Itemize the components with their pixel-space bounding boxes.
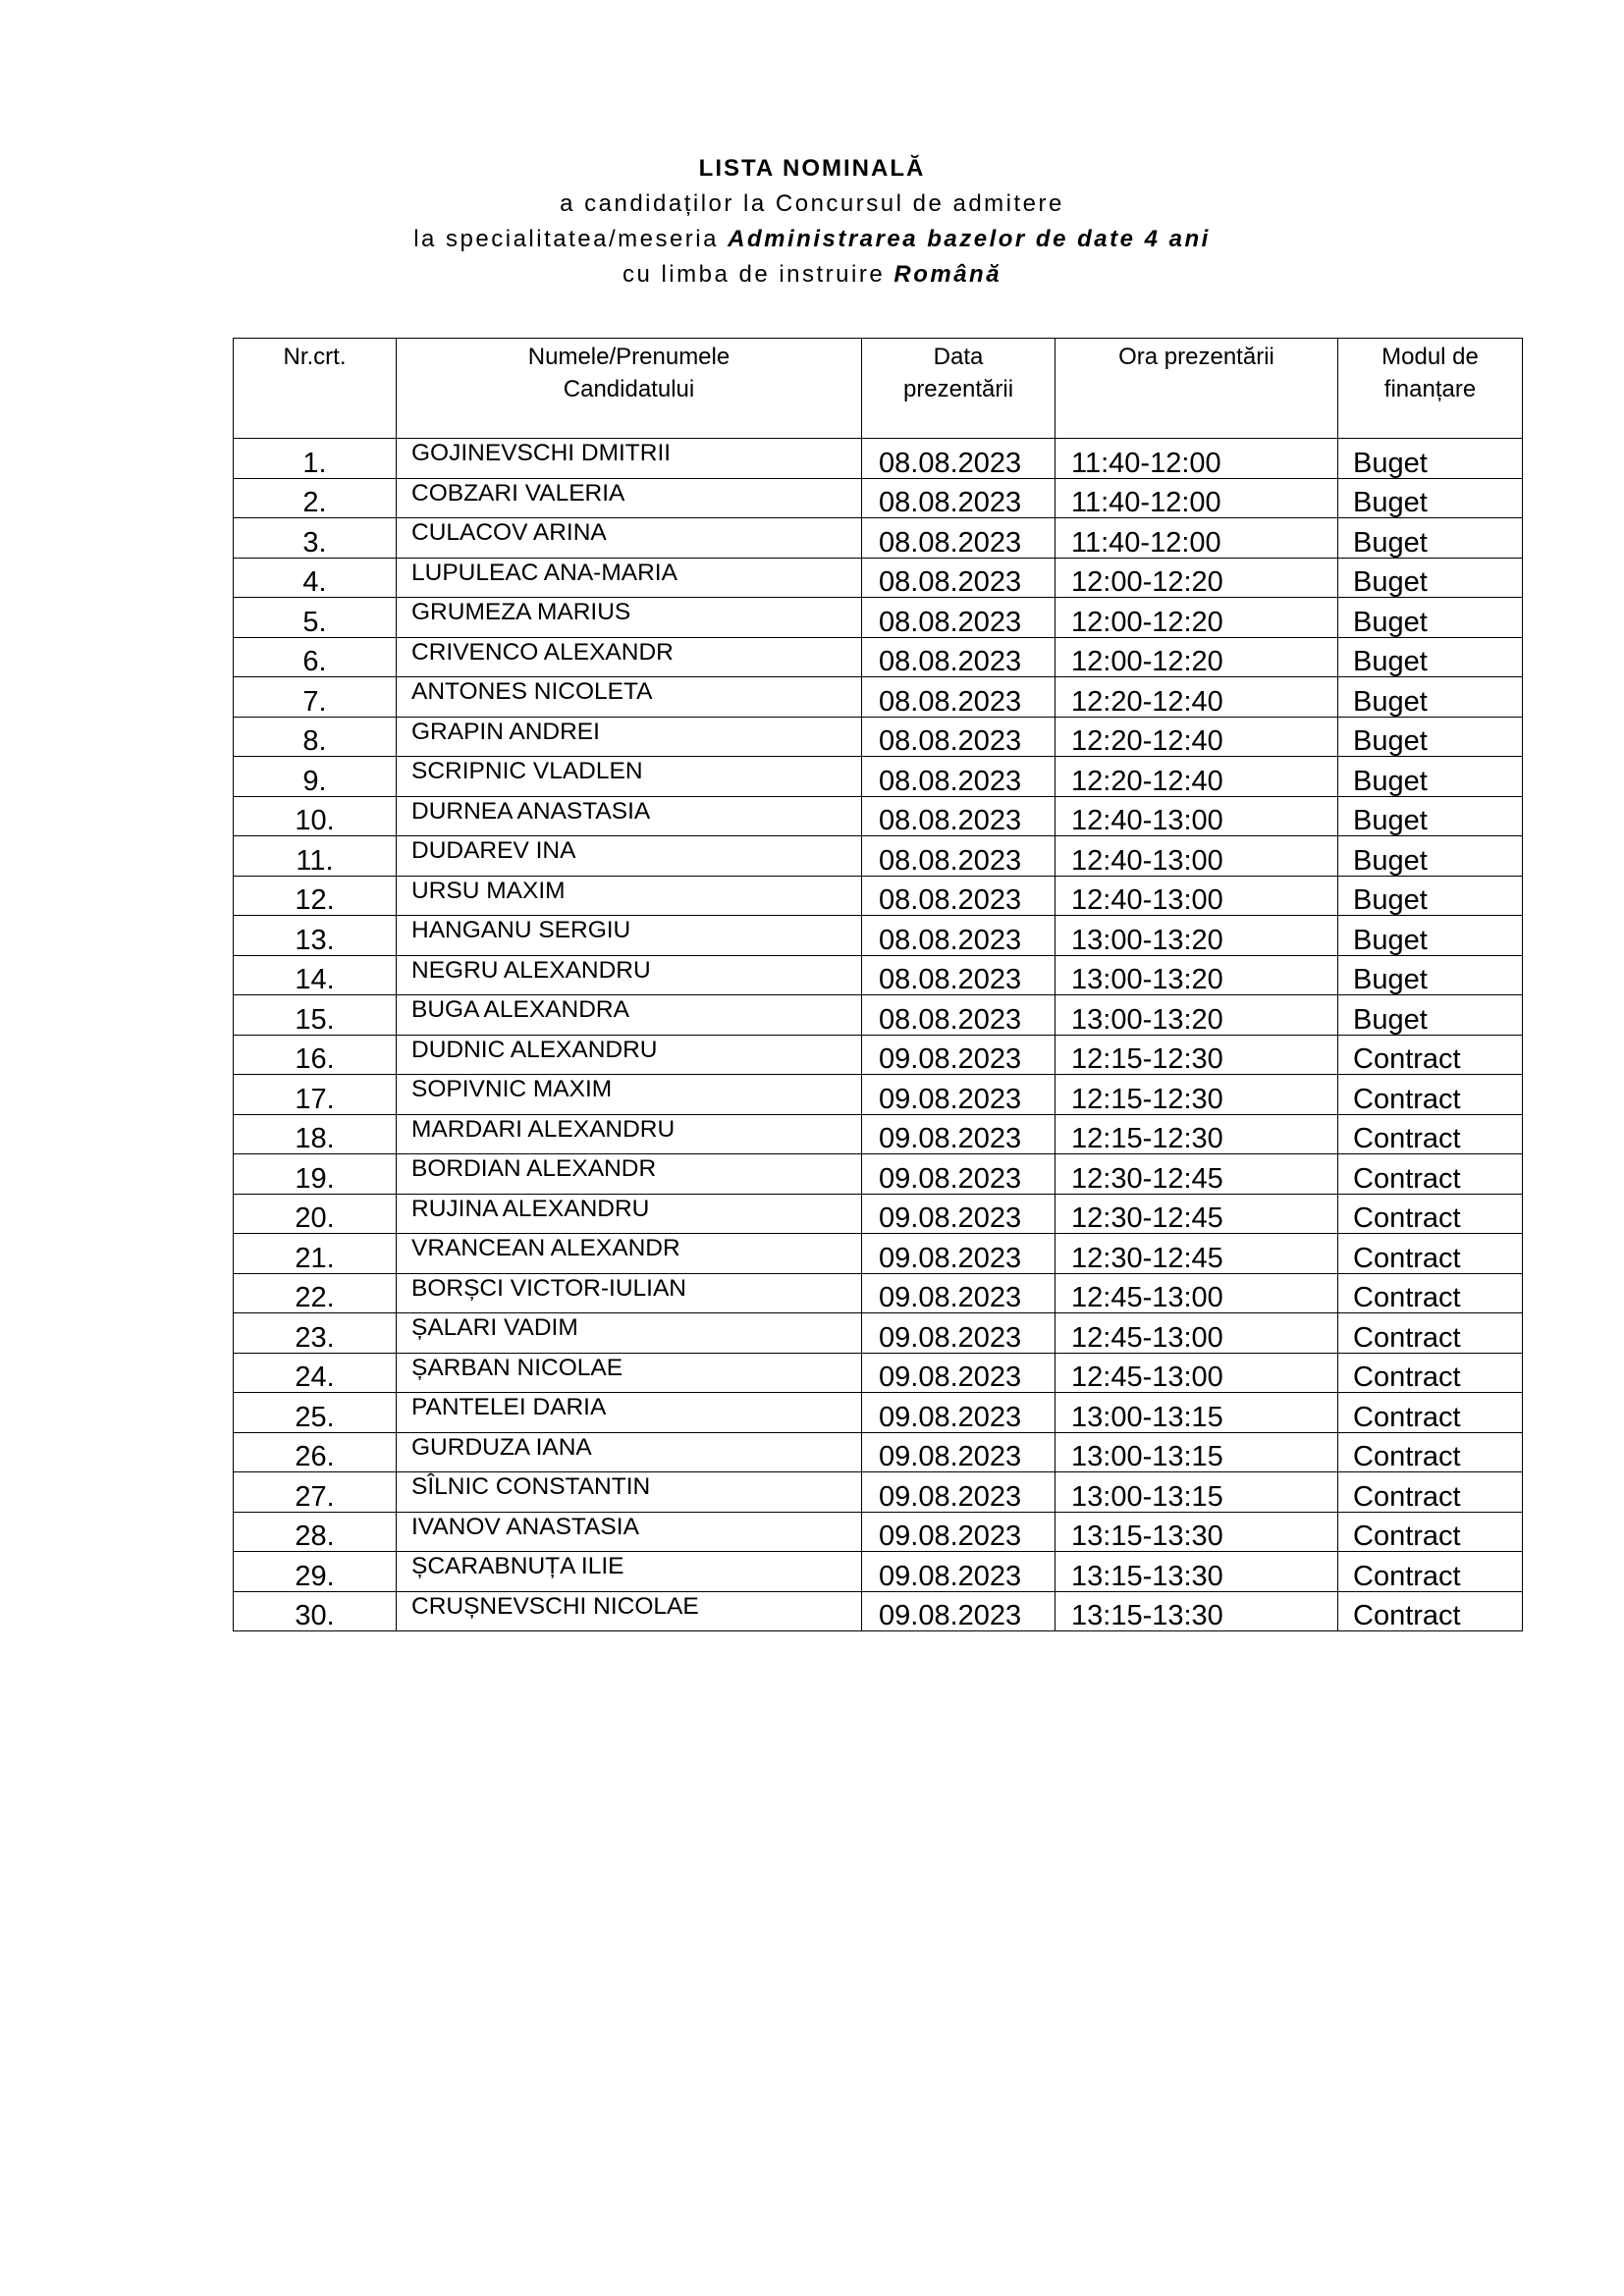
- table-row: [234, 1194, 1523, 1234]
- presentation-date: 08.08.2023: [862, 955, 1056, 995]
- presentation-time: 12:20-12:40: [1056, 757, 1338, 797]
- presentation-time: 12:40-13:00: [1056, 876, 1338, 916]
- funding-mode: Buget: [1338, 677, 1523, 718]
- table-row: [234, 637, 1523, 677]
- candidate-name: BORDIAN ALEXANDR: [397, 1154, 862, 1195]
- table-row: [234, 598, 1523, 638]
- presentation-date: 09.08.2023: [862, 1313, 1056, 1354]
- presentation-time: 12:40-13:00: [1056, 796, 1338, 836]
- row-number: 1.: [234, 439, 397, 479]
- funding-mode: Contract: [1338, 1472, 1523, 1513]
- table-row: [234, 995, 1523, 1036]
- candidate-name: DUDNIC ALEXANDRU: [397, 1035, 862, 1075]
- subtitle-language: [0, 257, 1624, 293]
- candidate-name: MARDARI ALEXANDRU: [397, 1114, 862, 1154]
- presentation-date: 08.08.2023: [862, 796, 1056, 836]
- candidates-table: [233, 338, 1523, 1631]
- header-name: Numele/Prenumele Candidatului: [397, 339, 862, 439]
- presentation-time: 13:00-13:15: [1056, 1393, 1338, 1433]
- presentation-date: 09.08.2023: [862, 1035, 1056, 1075]
- candidate-name: CRUȘNEVSCHI NICOLAE: [397, 1591, 862, 1631]
- presentation-time: 12:20-12:40: [1056, 717, 1338, 757]
- table-row: [234, 1393, 1523, 1433]
- funding-mode: Contract: [1338, 1114, 1523, 1154]
- row-number: 9.: [234, 757, 397, 797]
- row-number: 16.: [234, 1035, 397, 1075]
- row-number: 11.: [234, 836, 397, 877]
- candidate-name: SCRIPNIC VLADLEN: [397, 757, 862, 797]
- candidate-name: GRUMEZA MARIUS: [397, 598, 862, 638]
- language-name: Română: [893, 261, 1002, 288]
- candidate-name: RUJINA ALEXANDRU: [397, 1194, 862, 1234]
- row-number: 29.: [234, 1552, 397, 1592]
- presentation-time: 12:00-12:20: [1056, 637, 1338, 677]
- presentation-date: 08.08.2023: [862, 995, 1056, 1036]
- funding-mode: Buget: [1338, 955, 1523, 995]
- presentation-date: 09.08.2023: [862, 1552, 1056, 1592]
- funding-mode: Buget: [1338, 916, 1523, 956]
- table-row: [234, 836, 1523, 877]
- presentation-time: 12:15-12:30: [1056, 1114, 1338, 1154]
- funding-mode: Buget: [1338, 995, 1523, 1036]
- presentation-date: 08.08.2023: [862, 558, 1056, 598]
- table-row: [234, 1273, 1523, 1313]
- candidate-name: CULACOV ARINA: [397, 518, 862, 559]
- row-number: 25.: [234, 1393, 397, 1433]
- row-number: 2.: [234, 478, 397, 518]
- candidate-name: ANTONES NICOLETA: [397, 677, 862, 718]
- row-number: 21.: [234, 1234, 397, 1274]
- presentation-date: 09.08.2023: [862, 1234, 1056, 1274]
- candidate-name: PANTELEI DARIA: [397, 1393, 862, 1433]
- presentation-date: 09.08.2023: [862, 1432, 1056, 1472]
- row-number: 14.: [234, 955, 397, 995]
- candidate-name: GURDUZA IANA: [397, 1432, 862, 1472]
- presentation-date: 08.08.2023: [862, 637, 1056, 677]
- subtitle-candidates: a candidaților la Concursul de admitere: [560, 190, 1064, 217]
- presentation-time: 13:15-13:30: [1056, 1512, 1338, 1552]
- row-number: 8.: [234, 717, 397, 757]
- presentation-time: 13:00-13:20: [1056, 955, 1338, 995]
- presentation-date: 08.08.2023: [862, 717, 1056, 757]
- presentation-time: 12:00-12:20: [1056, 598, 1338, 638]
- presentation-time: 13:00-13:20: [1056, 995, 1338, 1036]
- table-row: [234, 1552, 1523, 1592]
- candidate-name: ȘARBAN NICOLAE: [397, 1353, 862, 1393]
- table-row: [234, 1353, 1523, 1393]
- table-row: [234, 1591, 1523, 1631]
- presentation-date: 09.08.2023: [862, 1591, 1056, 1631]
- row-number: 28.: [234, 1512, 397, 1552]
- row-number: 10.: [234, 796, 397, 836]
- presentation-time: 12:15-12:30: [1056, 1035, 1338, 1075]
- table-row: [234, 1313, 1523, 1354]
- row-number: 18.: [234, 1114, 397, 1154]
- table-row: [234, 1472, 1523, 1513]
- presentation-time: 12:20-12:40: [1056, 677, 1338, 718]
- table-row: [234, 1154, 1523, 1195]
- funding-mode: Buget: [1338, 518, 1523, 559]
- funding-mode: Contract: [1338, 1075, 1523, 1115]
- candidate-name: CRIVENCO ALEXANDR: [397, 637, 862, 677]
- candidate-name: GRAPIN ANDREI: [397, 717, 862, 757]
- row-number: 7.: [234, 677, 397, 718]
- presentation-time: 13:00-13:20: [1056, 916, 1338, 956]
- row-number: 26.: [234, 1432, 397, 1472]
- candidate-name: ȘCARABNUȚA ILIE: [397, 1552, 862, 1592]
- row-number: 5.: [234, 598, 397, 638]
- funding-mode: Buget: [1338, 876, 1523, 916]
- presentation-date: 08.08.2023: [862, 677, 1056, 718]
- funding-mode: Contract: [1338, 1353, 1523, 1393]
- funding-mode: Contract: [1338, 1035, 1523, 1075]
- presentation-time: 13:15-13:30: [1056, 1552, 1338, 1592]
- presentation-date: 08.08.2023: [862, 876, 1056, 916]
- presentation-time: 11:40-12:00: [1056, 478, 1338, 518]
- candidate-name: SOPIVNIC MAXIM: [397, 1075, 862, 1115]
- presentation-time: 12:45-13:00: [1056, 1313, 1338, 1354]
- presentation-date: 09.08.2023: [862, 1472, 1056, 1513]
- candidate-name: NEGRU ALEXANDRU: [397, 955, 862, 995]
- table-row: [234, 518, 1523, 559]
- row-number: 24.: [234, 1353, 397, 1393]
- table-row: [234, 677, 1523, 718]
- presentation-time: 13:00-13:15: [1056, 1472, 1338, 1513]
- funding-mode: Buget: [1338, 836, 1523, 877]
- funding-mode: Buget: [1338, 439, 1523, 479]
- row-number: 15.: [234, 995, 397, 1036]
- funding-mode: Contract: [1338, 1313, 1523, 1354]
- presentation-time: 13:00-13:15: [1056, 1432, 1338, 1472]
- candidate-name: COBZARI VALERIA: [397, 478, 862, 518]
- row-number: 20.: [234, 1194, 397, 1234]
- presentation-date: 09.08.2023: [862, 1512, 1056, 1552]
- presentation-date: 09.08.2023: [862, 1194, 1056, 1234]
- presentation-date: 08.08.2023: [862, 478, 1056, 518]
- language-prefix: cu limba de instruire: [622, 261, 894, 288]
- row-number: 22.: [234, 1273, 397, 1313]
- candidate-name: GOJINEVSCHI DMITRII: [397, 439, 862, 479]
- candidate-name: VRANCEAN ALEXANDR: [397, 1234, 862, 1274]
- header-date: Data prezentării: [862, 339, 1056, 439]
- presentation-date: 08.08.2023: [862, 518, 1056, 559]
- presentation-date: 08.08.2023: [862, 836, 1056, 877]
- candidate-name: HANGANU SERGIU: [397, 916, 862, 956]
- table-row: [234, 757, 1523, 797]
- presentation-date: 09.08.2023: [862, 1393, 1056, 1433]
- funding-mode: Buget: [1338, 598, 1523, 638]
- presentation-time: 11:40-12:00: [1056, 439, 1338, 479]
- presentation-date: 09.08.2023: [862, 1075, 1056, 1115]
- presentation-date: 09.08.2023: [862, 1114, 1056, 1154]
- candidate-name: BUGA ALEXANDRA: [397, 995, 862, 1036]
- funding-mode: Buget: [1338, 478, 1523, 518]
- table-row: [234, 1234, 1523, 1274]
- candidate-name: SÎLNIC CONSTANTIN: [397, 1472, 862, 1513]
- funding-mode: Contract: [1338, 1512, 1523, 1552]
- candidate-name: URSU MAXIM: [397, 876, 862, 916]
- funding-mode: Contract: [1338, 1393, 1523, 1433]
- table-row: [234, 478, 1523, 518]
- presentation-time: 12:45-13:00: [1056, 1273, 1338, 1313]
- table-row: [234, 1035, 1523, 1075]
- presentation-time: 12:45-13:00: [1056, 1353, 1338, 1393]
- table-row: [234, 1512, 1523, 1552]
- row-number: 3.: [234, 518, 397, 559]
- funding-mode: Contract: [1338, 1234, 1523, 1274]
- table-header-row: [234, 339, 1523, 439]
- row-number: 12.: [234, 876, 397, 916]
- row-number: 4.: [234, 558, 397, 598]
- presentation-time: 11:40-12:00: [1056, 518, 1338, 559]
- header-funding: Modul de finanțare: [1338, 339, 1523, 439]
- table-row: [234, 1432, 1523, 1472]
- presentation-time: 12:00-12:20: [1056, 558, 1338, 598]
- presentation-time: 12:40-13:00: [1056, 836, 1338, 877]
- candidate-name: DUDAREV INA: [397, 836, 862, 877]
- document-title: LISTA NOMINALĂ: [698, 155, 926, 182]
- presentation-time: 12:15-12:30: [1056, 1075, 1338, 1115]
- presentation-time: 12:30-12:45: [1056, 1234, 1338, 1274]
- header-nr: Nr.crt.: [234, 339, 397, 439]
- funding-mode: Buget: [1338, 757, 1523, 797]
- candidate-name: IVANOV ANASTASIA: [397, 1512, 862, 1552]
- candidate-name: ȘALARI VADIM: [397, 1313, 862, 1354]
- presentation-date: 08.08.2023: [862, 439, 1056, 479]
- funding-mode: Contract: [1338, 1194, 1523, 1234]
- presentation-date: 09.08.2023: [862, 1154, 1056, 1195]
- table-row: [234, 876, 1523, 916]
- funding-mode: Buget: [1338, 717, 1523, 757]
- funding-mode: Contract: [1338, 1591, 1523, 1631]
- row-number: 13.: [234, 916, 397, 956]
- table-row: [234, 717, 1523, 757]
- candidate-name: DURNEA ANASTASIA: [397, 796, 862, 836]
- funding-mode: Buget: [1338, 558, 1523, 598]
- table-row: [234, 796, 1523, 836]
- row-number: 27.: [234, 1472, 397, 1513]
- presentation-date: 08.08.2023: [862, 598, 1056, 638]
- table-row: [234, 955, 1523, 995]
- table-row: [234, 1114, 1523, 1154]
- funding-mode: Contract: [1338, 1154, 1523, 1195]
- specialty-name: Administrarea bazelor de date 4 ani: [728, 226, 1211, 252]
- presentation-time: 12:30-12:45: [1056, 1194, 1338, 1234]
- funding-mode: Contract: [1338, 1273, 1523, 1313]
- presentation-time: 13:15-13:30: [1056, 1591, 1338, 1631]
- presentation-time: 12:30-12:45: [1056, 1154, 1338, 1195]
- table-row: [234, 558, 1523, 598]
- candidate-name: BORȘCI VICTOR-IULIAN: [397, 1273, 862, 1313]
- candidate-name: LUPULEAC ANA-MARIA: [397, 558, 862, 598]
- funding-mode: Contract: [1338, 1552, 1523, 1592]
- row-number: 17.: [234, 1075, 397, 1115]
- subtitle-specialty: [0, 222, 1624, 257]
- funding-mode: Buget: [1338, 796, 1523, 836]
- presentation-date: 08.08.2023: [862, 757, 1056, 797]
- table-row: [234, 1075, 1523, 1115]
- funding-mode: Buget: [1338, 637, 1523, 677]
- document-header: [0, 151, 1624, 293]
- presentation-date: 08.08.2023: [862, 916, 1056, 956]
- row-number: 19.: [234, 1154, 397, 1195]
- row-number: 23.: [234, 1313, 397, 1354]
- header-time: Ora prezentării: [1056, 339, 1338, 439]
- presentation-date: 09.08.2023: [862, 1273, 1056, 1313]
- row-number: 30.: [234, 1591, 397, 1631]
- funding-mode: Contract: [1338, 1432, 1523, 1472]
- row-number: 6.: [234, 637, 397, 677]
- table-row: [234, 439, 1523, 479]
- table-row: [234, 916, 1523, 956]
- presentation-date: 09.08.2023: [862, 1353, 1056, 1393]
- specialty-prefix: la specialitatea/meseria: [413, 226, 729, 252]
